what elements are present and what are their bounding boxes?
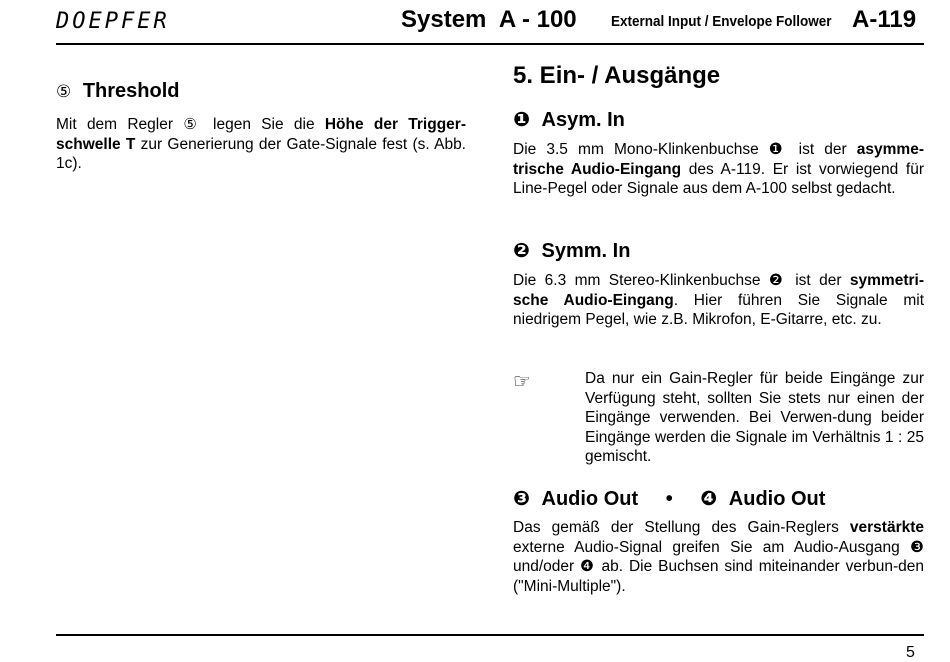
circled-two-icon: ❷	[768, 271, 787, 289]
circled-five-icon: ⑤	[56, 82, 72, 102]
circled-four-icon: ❹	[580, 557, 596, 575]
circled-three-icon: ❸	[910, 537, 924, 556]
text-run: Die 6.3 mm Stereo-Klinkenbuchse	[513, 272, 769, 289]
section-title: 5. Ein- / Ausgänge	[513, 62, 721, 89]
circled-four-icon: ❹	[700, 486, 718, 510]
asym-in-heading-text: Asym. In	[541, 109, 625, 131]
text-run: legen Sie die	[202, 116, 325, 133]
text-run: externe Audio-Signal greifen Sie am Audio-Ausgang	[513, 538, 911, 556]
text-run: des A-119. Er ist vorwiegend für Line-Pegel oder Signale aus dem A-100 selbst gedacht.	[513, 160, 924, 197]
circled-five-icon: ⑤	[183, 115, 203, 133]
text-run: Das gemäß der Stellung des Gain-Reglers	[513, 519, 850, 536]
threshold-heading	[56, 80, 466, 103]
bold-text: asymme-trische Audio-Eingang	[513, 141, 924, 178]
circled-one-icon: ❶	[513, 107, 530, 131]
text-run: ist der	[788, 141, 857, 158]
text-run: zur Generierung der Gate-Signale fest (s. Abb. 1c).	[56, 135, 466, 172]
symm-in-heading-text: Symm. In	[541, 240, 631, 262]
text-run: Die 3.5 mm Mono-Klinkenbuchse	[513, 141, 769, 158]
bullet-separator: •	[665, 488, 673, 510]
module-number: A-119	[852, 6, 917, 33]
text-run: Mit dem Regler	[56, 116, 184, 133]
page-number: 5	[906, 644, 915, 661]
audio-out-heading	[513, 486, 924, 511]
audio-out-label-3: Audio Out	[541, 488, 639, 510]
text-run: . Hier führen Sie Signale mit niedrigem Pegel, wie z.B. Mikrofon, E-Gitarre, etc. zu.	[513, 291, 925, 328]
pointing-hand-icon: ☞	[513, 369, 531, 393]
note-paragraph: Da nur ein Gain-Regler für beide Eingänge zur Verfügung steht, sollten Sie stets nur einen der Eingänge verwenden. Bei Verwen-dung beider Eingänge werden die Signale im Verhältnis 1 : 25 gemischt.	[585, 370, 924, 465]
asym-in-heading	[513, 107, 924, 132]
symm-in-heading	[513, 238, 924, 263]
symm-in-paragraph	[513, 271, 924, 330]
header-rule	[56, 43, 924, 45]
audio-out-paragraph	[513, 518, 924, 596]
bold-text: symmetri-sche Audio-Eingang	[513, 272, 924, 309]
text-run: ist der	[786, 272, 850, 289]
system-title: System A - 100	[401, 6, 577, 33]
footer-rule	[56, 634, 924, 636]
doepfer-logo: DOEPFER	[56, 9, 170, 34]
threshold-paragraph	[56, 115, 466, 174]
circled-three-icon: ❸	[513, 486, 530, 510]
circled-one-icon: ❶	[768, 140, 789, 158]
bold-text: verstärkte	[849, 519, 924, 536]
text-run: und/oder	[513, 558, 581, 575]
asym-in-paragraph	[513, 140, 924, 199]
text-run: ab. Die Buchsen sind miteinander verbun-den ("Mini-Multiple").	[513, 558, 924, 595]
module-subtitle: External Input / Envelope Follower	[611, 13, 832, 30]
bold-text: Höhe der Trigger-schwelle T	[56, 116, 466, 153]
circled-two-icon: ❷	[513, 238, 530, 262]
threshold-heading-text: Threshold	[82, 80, 180, 102]
audio-out-label-4: Audio Out	[728, 488, 826, 510]
